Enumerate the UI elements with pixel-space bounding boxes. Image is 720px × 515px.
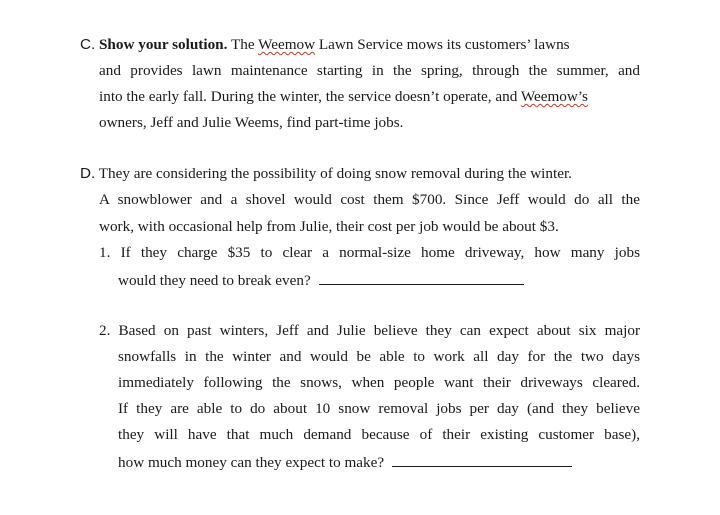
answer-blank-2[interactable] xyxy=(392,452,572,467)
section-c-line-4: owners, Jeff and Julie Weems, find part-time jobs. xyxy=(99,114,404,131)
section-c-text: into the early fall. During the winter, the service doesn’t operate, and xyxy=(99,88,518,105)
section-c-heading: Show your solution. xyxy=(98,36,228,53)
section-d-line-3: work, with occasional help from Julie, their cost per job would be about $3. xyxy=(99,218,559,235)
section-d-text: They are considering the possibility of doing snow removal during the winter. xyxy=(98,165,572,182)
section-d-label: D. xyxy=(80,165,96,182)
question-1-text: If they charge $35 to clear a normal-size home driveway, how many jobs xyxy=(120,244,640,261)
question-2-line-1 xyxy=(99,322,640,340)
question-2-line-4: If they are able to do about 10 snow removal jobs per day (and they believe xyxy=(118,400,640,417)
answer-blank-1[interactable] xyxy=(319,270,524,285)
section-c-text: Lawn Service mows its customers’ lawns xyxy=(318,36,570,53)
question-2-line-2: snowfalls in the winter and would be able to work all day for the two days xyxy=(118,348,640,365)
question-2-text: Based on past winters, Jeff and Julie believe they can expect about six major xyxy=(118,322,640,339)
question-2-text: how much money can they expect to make? xyxy=(118,454,385,471)
section-c-line-1 xyxy=(80,36,570,54)
question-2-number: 2. xyxy=(99,322,111,339)
section-d-line-2: A snowblower and a shovel would cost them $700. Since Jeff would do all the xyxy=(99,191,640,208)
question-2-line-5: they will have that much demand because of their existing customer base), xyxy=(118,426,640,443)
question-1-line-2 xyxy=(118,270,524,290)
section-c-line-3 xyxy=(99,88,588,106)
question-1-number: 1. xyxy=(99,244,111,261)
question-2-line-3: immediately following the snows, when people want their driveways cleared. xyxy=(118,374,640,391)
question-2-line-6 xyxy=(118,452,572,472)
company-name-spellcheck[interactable]: Weemow xyxy=(258,36,316,53)
question-1-line-1 xyxy=(99,244,640,262)
section-c-line-2: and provides lawn maintenance starting in the spring, through the summer, and xyxy=(99,62,640,79)
question-1-text: would they need to break even? xyxy=(118,272,311,289)
section-d-line-1 xyxy=(80,165,572,183)
section-c-label: C. xyxy=(80,36,96,53)
section-c-text: The xyxy=(230,36,255,53)
company-name-spellcheck[interactable]: Weemow’s xyxy=(520,88,588,105)
